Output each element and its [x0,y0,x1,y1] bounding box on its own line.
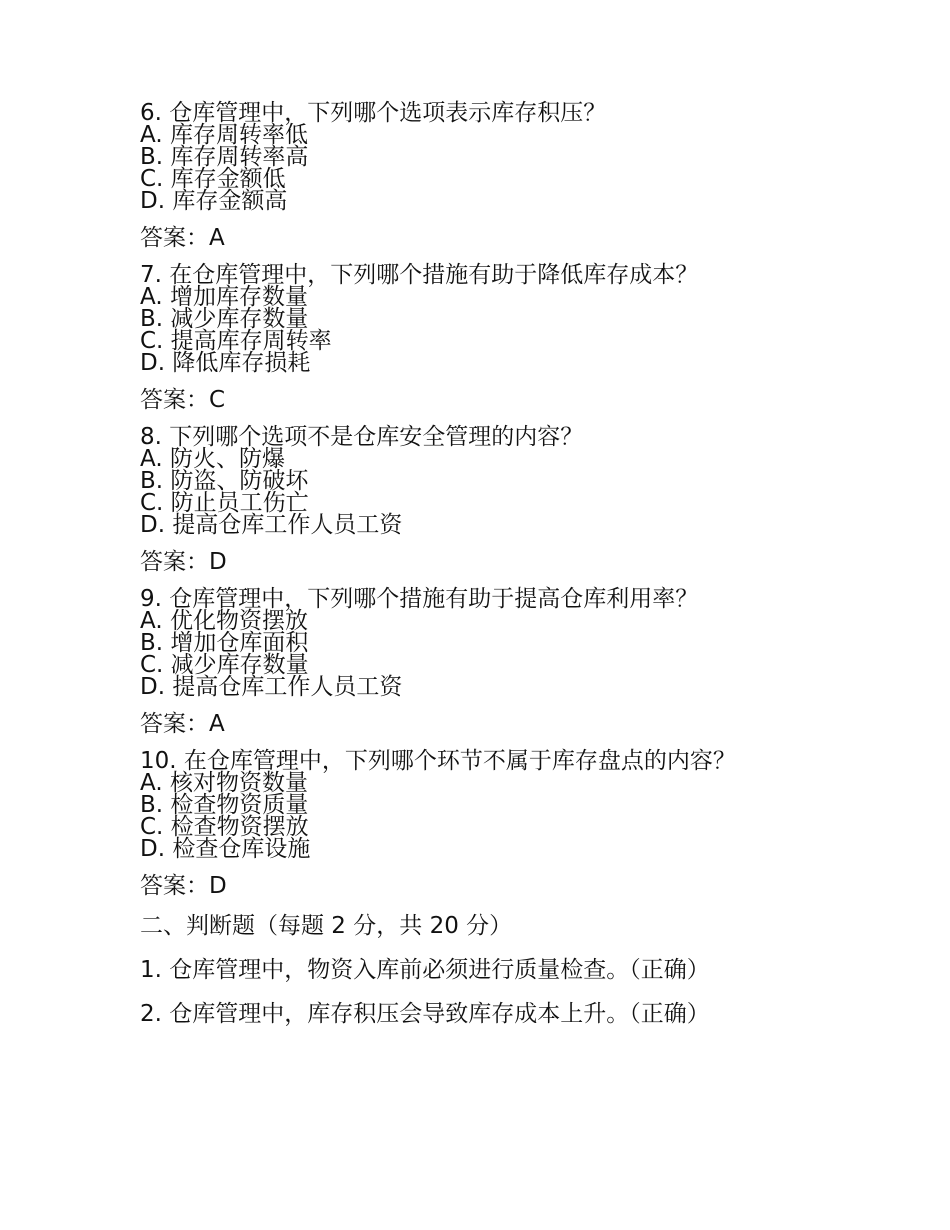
question-title: 9. 仓库管理中，下列哪个措施有助于提高仓库利用率？ [140,586,699,612]
option-d: D. 库存金额高 [140,188,288,214]
question-6 [140,102,900,252]
option-b: B. 增加仓库面积 [140,630,309,656]
option-d: D. 提高仓库工作人员工资 [140,674,403,700]
option-b: B. 防盗、防破坏 [140,468,309,494]
option-d: D. 检查仓库设施 [140,836,311,862]
option-d: D. 提高仓库工作人员工资 [140,512,403,538]
option-c: C. 库存金额低 [140,166,286,192]
option-a: A. 库存周转率低 [140,122,308,148]
option-b: B. 减少库存数量 [140,306,309,332]
answer: 答案：A [140,225,225,251]
option-b: B. 检查物资质量 [140,792,309,818]
section-heading: 二、判断题（每题 2 分，共 20 分） [140,913,513,939]
option-c: C. 减少库存数量 [140,652,309,678]
option-c: C. 检查物资摆放 [140,814,309,840]
option-c: C. 防止员工伤亡 [140,490,309,516]
option-b: B. 库存周转率高 [140,144,309,170]
question-title: 7. 在仓库管理中，下列哪个措施有助于降低库存成本？ [140,262,699,288]
document-page [140,102,900,1044]
answer: 答案：C [140,387,226,413]
option-c: C. 提高库存周转率 [140,328,332,354]
answer: 答案：A [140,711,225,737]
question-title: 6. 仓库管理中，下列哪个选项表示库存积压？ [140,100,607,126]
option-d: D. 降低库存损耗 [140,350,311,376]
option-a: A. 增加库存数量 [140,284,308,310]
question-title: 10. 在仓库管理中，下列哪个环节不属于库存盘点的内容？ [140,748,736,774]
question-8 [140,426,900,576]
option-a: A. 防火、防爆 [140,446,285,472]
question-10 [140,750,900,900]
judgment-item: 1. 仓库管理中，物资入库前必须进行质量检查。（正确） [140,957,710,983]
question-7 [140,264,900,414]
judgment-item: 2. 仓库管理中，库存积压会导致库存成本上升。（正确） [140,1001,710,1027]
answer: 答案：D [140,873,227,899]
option-a: A. 核对物资数量 [140,770,308,796]
option-a: A. 优化物资摆放 [140,608,308,634]
question-title: 8. 下列哪个选项不是仓库安全管理的内容？ [140,424,584,450]
question-9 [140,588,900,738]
answer: 答案：D [140,549,227,575]
